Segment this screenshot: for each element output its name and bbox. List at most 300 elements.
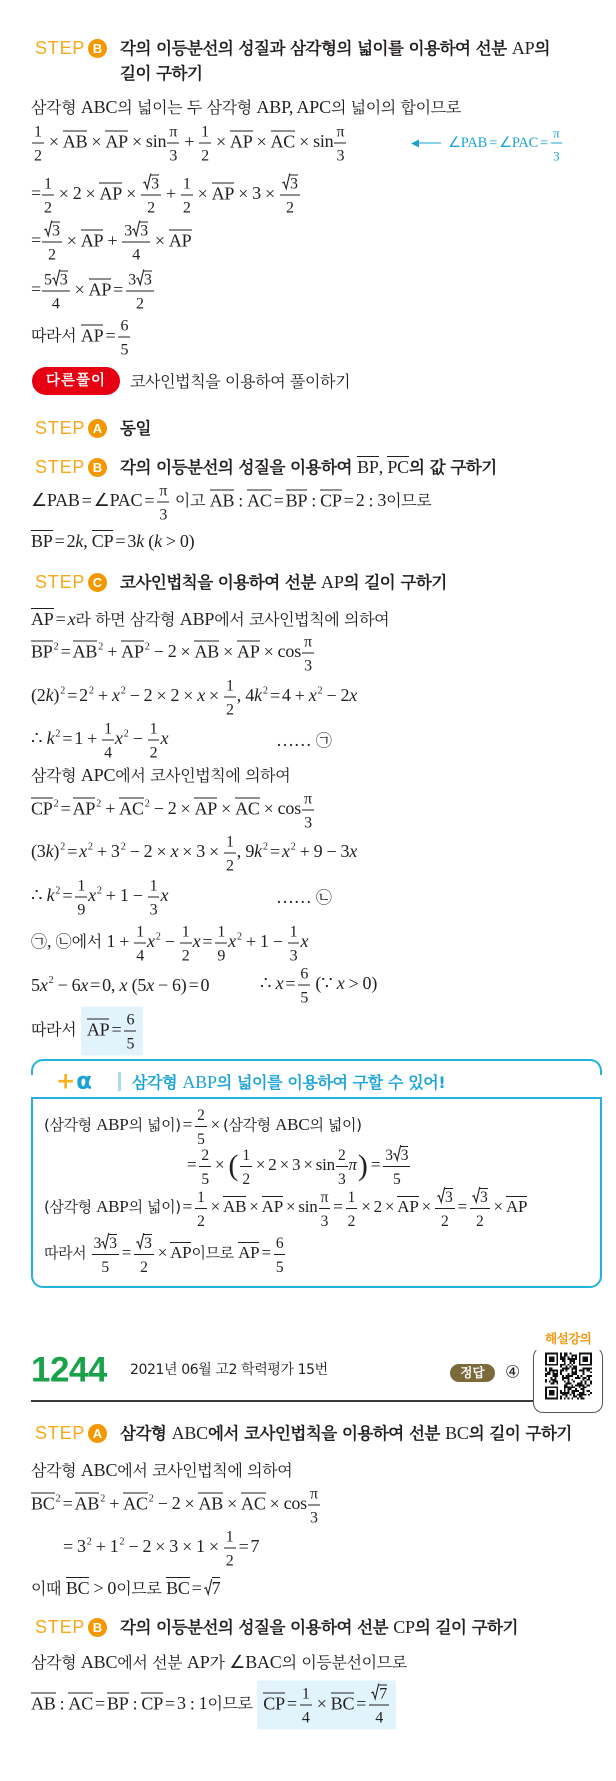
denominator <box>274 1255 286 1276</box>
equation-marker <box>276 888 332 906</box>
math-text: 2 <box>143 685 153 706</box>
math-variable: x <box>79 841 87 862</box>
step-label: STEP <box>35 37 86 58</box>
math-variable: k <box>75 531 84 551</box>
fraction <box>551 123 561 164</box>
segment-overline: AP <box>168 230 192 251</box>
fraction <box>126 270 154 313</box>
numerator <box>75 876 87 898</box>
fraction <box>167 122 179 165</box>
superscript: 2 <box>120 685 126 697</box>
math-text: 3 <box>149 901 158 919</box>
math-variable: x <box>160 885 169 906</box>
math-text: …… <box>276 730 316 750</box>
fraction <box>199 122 211 165</box>
equation-line <box>59 1527 259 1570</box>
numerator <box>383 1145 410 1167</box>
operator: × <box>58 183 69 204</box>
math-text: 9 <box>313 841 323 862</box>
fraction <box>195 1187 207 1229</box>
text-line <box>31 98 461 116</box>
operator: : <box>368 490 374 511</box>
segment-overline: CP <box>31 798 53 819</box>
math-text: 1 <box>198 1693 208 1714</box>
operator: + <box>105 798 116 819</box>
alt-step-b-header <box>35 455 610 480</box>
text: (삼각형 <box>44 1198 97 1217</box>
math-text: , <box>83 531 92 551</box>
text: 의 넓이의 합이므로 <box>330 98 461 117</box>
math-text: 1 <box>106 931 116 952</box>
denominator <box>122 243 150 264</box>
operator: × <box>183 685 194 706</box>
operator: − <box>57 975 68 995</box>
equation-line <box>31 1484 321 1527</box>
segment-overline: AC <box>235 798 260 819</box>
superscript: 2 <box>86 1536 92 1548</box>
math-text: 3 <box>385 1147 393 1164</box>
superscript: 2 <box>87 841 93 853</box>
numerator <box>551 123 561 144</box>
numerator <box>126 270 154 292</box>
fraction <box>224 1527 236 1570</box>
math-text: 4 <box>136 947 145 965</box>
math-text: 4 <box>51 295 60 313</box>
segment-overline: AC <box>247 490 272 511</box>
square-root <box>132 221 148 240</box>
math-text: 2 <box>197 1212 205 1230</box>
operator: − <box>326 841 337 862</box>
operator: × <box>91 131 102 152</box>
equals-sign: = <box>165 1693 175 1714</box>
superscript: 2 <box>53 641 59 653</box>
step-label: STEP <box>35 1616 86 1637</box>
segment-overline: AP <box>505 1197 528 1217</box>
equals-sign: = <box>111 1019 122 1040</box>
operator: × <box>493 1197 503 1217</box>
denominator <box>199 144 211 165</box>
equals-sign: = <box>144 490 155 511</box>
equation-line <box>31 876 168 919</box>
operator: + <box>105 885 116 906</box>
equation-line <box>31 832 357 875</box>
math-text: 1 <box>242 1147 250 1164</box>
math-text: 4 <box>301 1709 310 1727</box>
math-text: 3 <box>177 1693 186 1714</box>
denominator <box>369 1706 389 1727</box>
step-label: STEP <box>35 456 86 477</box>
operator: > <box>165 531 176 551</box>
segment-overline: BP <box>357 456 379 477</box>
denominator <box>75 898 87 919</box>
conclusion-line <box>31 1681 396 1730</box>
numerator <box>336 1145 348 1167</box>
operator: × <box>197 183 208 204</box>
text: 삼각형 <box>31 1461 81 1480</box>
math-text: 2 <box>201 1147 209 1164</box>
fraction <box>134 1233 154 1275</box>
operator: × <box>182 1536 193 1557</box>
segment-overline: AB <box>74 1493 100 1514</box>
math-text: 3 <box>292 1155 301 1175</box>
denominator <box>435 1209 455 1230</box>
equation-line <box>31 719 168 762</box>
answer-highlight <box>257 1681 396 1730</box>
math-text: ABP <box>179 609 215 629</box>
text: 에서 코사인법칙에 의하여 <box>214 610 390 629</box>
problem-source: 2021년 06월 고2 학력평가 15번 <box>130 1362 328 1378</box>
segment-overline: CP <box>320 490 342 511</box>
math-text: 2 <box>140 1258 148 1276</box>
operator: − <box>153 798 164 819</box>
math-text: (5 <box>127 975 147 995</box>
math-text: π <box>320 1189 329 1206</box>
math-text: 4 <box>132 246 141 264</box>
denominator <box>308 1506 320 1527</box>
math-text: , 9 <box>236 841 255 862</box>
math-text: 3 <box>336 147 345 165</box>
math-text: ) <box>53 841 60 862</box>
segment-overline: AP <box>31 609 54 629</box>
text: 에서 <box>71 932 107 952</box>
superscript: 2 <box>55 885 61 897</box>
math-text: 1 <box>182 175 191 193</box>
segment-overline: BC <box>330 1693 355 1714</box>
math-text: 3 <box>377 490 387 511</box>
segment-overline: AC <box>241 1493 266 1514</box>
operator: × <box>85 183 96 204</box>
math-variable: x <box>114 728 123 749</box>
math-text: 4 <box>281 685 291 706</box>
operator: + <box>107 641 118 662</box>
equation-marker <box>276 731 332 749</box>
equation-line <box>185 1145 411 1187</box>
denominator <box>336 1167 348 1188</box>
numerator <box>470 1187 490 1209</box>
math-text: ∴ <box>31 885 47 906</box>
denominator <box>167 144 179 165</box>
equation-line <box>31 122 347 165</box>
numerator <box>134 1233 154 1255</box>
math-variable: x <box>39 975 48 995</box>
text: 따라서 <box>31 1020 81 1040</box>
fraction <box>302 789 314 832</box>
math-variable: k <box>136 531 144 551</box>
numerator <box>435 1187 455 1209</box>
segment-overline: AB <box>62 131 88 152</box>
denominator <box>346 1209 358 1230</box>
operator: = <box>63 1536 73 1557</box>
fraction <box>369 1684 389 1727</box>
math-text: 2 <box>225 1552 234 1570</box>
math-text: = <box>31 183 41 204</box>
math-text: 3 <box>340 841 350 862</box>
radicand: 3 <box>59 271 68 289</box>
math-text: 1 <box>225 1528 234 1546</box>
math-variable: x <box>88 885 96 906</box>
equals-sign: = <box>356 1693 367 1714</box>
answer-value: ④ <box>505 1362 521 1383</box>
numerator <box>302 632 314 654</box>
math-text: π <box>304 790 312 808</box>
numerator <box>240 1145 252 1167</box>
numerator <box>42 270 70 292</box>
math-text: 6 <box>126 1011 135 1029</box>
square-root <box>371 1684 387 1703</box>
math-text: 0) <box>362 973 378 994</box>
radical-sign-icon <box>393 1145 401 1161</box>
denominator <box>240 1167 252 1188</box>
text: 에서 선분 <box>117 1653 187 1672</box>
segment-overline: BC <box>31 1493 55 1514</box>
equation-line <box>31 922 308 965</box>
math-text: 1 <box>109 1536 119 1557</box>
operator: × <box>184 1493 195 1514</box>
square-root <box>472 1187 488 1206</box>
math-text: (2 <box>31 685 46 706</box>
operator: × <box>74 279 85 300</box>
denominator <box>42 196 54 217</box>
segment-overline: AP <box>194 798 218 819</box>
superscript: 2 <box>317 685 323 697</box>
fraction <box>383 1145 410 1187</box>
equation-line <box>31 632 315 675</box>
numerator <box>124 1010 136 1032</box>
plus-alpha-title <box>132 1073 445 1091</box>
math-variable: x <box>192 931 201 952</box>
math-text: 3 <box>124 222 133 240</box>
math-text: 1 <box>201 123 209 141</box>
math-text: (3 <box>31 841 46 862</box>
equals-sign: = <box>60 798 71 819</box>
math-text: 3 <box>553 148 560 164</box>
text: 이므로 <box>191 1244 239 1263</box>
math-text: , <box>378 456 388 477</box>
square-root <box>393 1145 409 1164</box>
operator: × <box>285 1197 296 1217</box>
operator: × <box>384 1197 395 1217</box>
text: 따라서 <box>31 326 81 346</box>
math-variable: x <box>67 609 76 629</box>
denominator <box>280 196 300 217</box>
text: 의 길이 구하기 <box>468 1423 572 1443</box>
radicand: 3 <box>144 1235 152 1252</box>
fraction <box>346 1187 358 1229</box>
math-variable: x <box>336 973 345 994</box>
math-text: ABC <box>275 1115 310 1135</box>
math-text: sin <box>145 131 167 152</box>
denominator <box>157 503 169 524</box>
radicand: 3 <box>140 222 148 240</box>
math-text: 3 <box>76 1536 86 1557</box>
math-text: 6 <box>275 1235 284 1252</box>
step-title <box>120 455 497 480</box>
operator: × <box>279 1155 289 1175</box>
operator: + <box>87 728 98 749</box>
operator: > <box>348 973 359 994</box>
math-text: 7 <box>250 1536 260 1557</box>
fraction <box>148 876 160 919</box>
math-text: ∠PAC <box>499 135 539 152</box>
numerator <box>199 122 211 144</box>
radicand: 3 <box>445 1189 453 1206</box>
operator: × <box>208 1536 219 1557</box>
math-variable: x <box>119 975 128 995</box>
segment-overline: AB <box>72 641 98 662</box>
math-text: 3 <box>128 271 136 289</box>
operator: × <box>156 685 167 706</box>
math-text: 1 <box>289 923 298 941</box>
math-text: 2 <box>337 1147 346 1164</box>
math-text: 5 <box>300 989 309 1007</box>
radicand: 3 <box>143 271 152 289</box>
text: 의 넓이를 이용하여 구할 수 있어! <box>216 1073 446 1092</box>
math-variable: x <box>300 931 309 952</box>
numerator <box>42 221 62 243</box>
math-text: 1 <box>149 877 158 895</box>
operator: + <box>109 1493 120 1514</box>
operator: × <box>256 131 267 152</box>
numerator <box>148 719 160 741</box>
math-text: ∴ <box>31 728 47 749</box>
math-text: 3 <box>337 1170 346 1188</box>
math-text: sin <box>315 1155 335 1175</box>
math-text: 1 <box>104 720 112 738</box>
segment-overline: AP <box>86 1019 110 1040</box>
numerator <box>180 922 192 944</box>
alt-step-a-header <box>35 416 610 441</box>
segment-overline: AP <box>261 1197 283 1217</box>
equals-sign: = <box>261 1243 271 1263</box>
operator: + <box>119 931 130 952</box>
operator: × <box>209 841 219 862</box>
segment-overline: AC <box>270 131 296 152</box>
denominator <box>126 292 154 313</box>
equals-sign: = <box>62 885 73 906</box>
math-text: 1 <box>74 728 84 749</box>
math-text: 3 <box>320 1212 329 1230</box>
math-text: = <box>31 279 41 300</box>
math-variable: x <box>349 685 358 706</box>
plus-alpha-icon <box>56 1068 93 1095</box>
plus-icon: + <box>56 1068 76 1095</box>
math-variable: k <box>46 885 55 906</box>
equals-sign: = <box>113 279 124 300</box>
numerator <box>346 1187 358 1209</box>
math-text: 1 <box>225 677 234 695</box>
equation-result <box>260 964 377 1007</box>
square-root <box>52 270 68 289</box>
operator: + <box>184 131 195 152</box>
equation-line <box>31 530 194 550</box>
denominator <box>224 1549 236 1570</box>
denominator <box>148 741 160 762</box>
equals-sign: = <box>95 1693 105 1714</box>
numerator <box>181 174 193 196</box>
text: 에서 코사인법칙을 이용하여 선분 <box>207 1423 446 1443</box>
operator: × <box>126 183 137 204</box>
text: 삼각형 <box>31 1653 81 1672</box>
radical-sign-icon <box>204 1579 212 1595</box>
math-text: 1 <box>347 1189 356 1206</box>
math-text: ABC <box>171 1422 208 1443</box>
math-text: ∠BAC <box>229 1652 282 1672</box>
numerator <box>224 1527 236 1549</box>
fraction <box>148 719 160 762</box>
operator: − <box>326 685 337 706</box>
math-variable: k <box>45 685 54 706</box>
square-root <box>143 174 159 193</box>
math-text: 1 <box>217 923 226 941</box>
text: 의 넓이) <box>309 1116 362 1135</box>
math-text: 1 <box>34 123 42 141</box>
math-text: AP <box>186 1652 210 1672</box>
fraction <box>302 632 314 675</box>
denominator <box>134 1255 154 1276</box>
operator: + <box>96 841 107 862</box>
segment-overline: CP <box>263 1693 285 1714</box>
math-text: 2 <box>142 1536 152 1557</box>
math-text: BC <box>445 1422 469 1443</box>
segment-overline: CP <box>91 531 114 551</box>
math-text: 2 <box>373 1197 382 1217</box>
math-text: 3 <box>169 147 178 165</box>
numerator <box>369 1684 389 1706</box>
math-text: 1 <box>77 877 86 895</box>
equals-sign: = <box>81 490 92 511</box>
text: 의 길이 구하기 <box>414 1617 518 1637</box>
segment-overline: AP <box>121 641 144 662</box>
superscript: 2 <box>155 931 161 943</box>
operator: − <box>128 1536 139 1557</box>
numerator <box>300 1684 312 1706</box>
operator: × <box>214 1155 225 1175</box>
arrow-left-icon <box>413 142 441 144</box>
denominator <box>92 1255 119 1276</box>
superscript: 2 <box>100 1493 106 1505</box>
segment-overline: AB <box>198 1493 224 1514</box>
numerator <box>167 122 179 144</box>
conclusion-line <box>31 1007 143 1056</box>
numerator <box>118 316 130 338</box>
step-letter-badge: B <box>88 458 107 477</box>
superscript: 2 <box>88 685 94 697</box>
equals-sign: = <box>187 1155 197 1175</box>
segment-overline: BP <box>31 531 53 551</box>
square-root <box>282 174 298 193</box>
segment-overline: BC <box>166 1578 190 1598</box>
square-root <box>44 221 60 240</box>
math-text: ∠PAB <box>31 490 80 511</box>
math-text: …… <box>276 887 316 907</box>
math-text: 3 <box>310 1509 318 1527</box>
fraction <box>240 1145 252 1187</box>
math-text: 1 <box>149 720 158 738</box>
math-text: 9 <box>217 947 226 965</box>
text: 이때 <box>31 1579 66 1598</box>
equals-sign: = <box>62 1493 73 1514</box>
math-text: 1 <box>301 1685 310 1703</box>
numerator <box>141 174 161 196</box>
superscript: 2 <box>120 841 126 853</box>
segment-overline: PC <box>387 456 409 477</box>
operator: × <box>249 1197 259 1217</box>
equals-sign: = <box>121 1243 132 1263</box>
equals-sign: = <box>333 1197 343 1217</box>
fraction <box>215 922 227 965</box>
operator: × <box>269 1493 280 1514</box>
segment-overline: AC <box>123 1493 148 1514</box>
